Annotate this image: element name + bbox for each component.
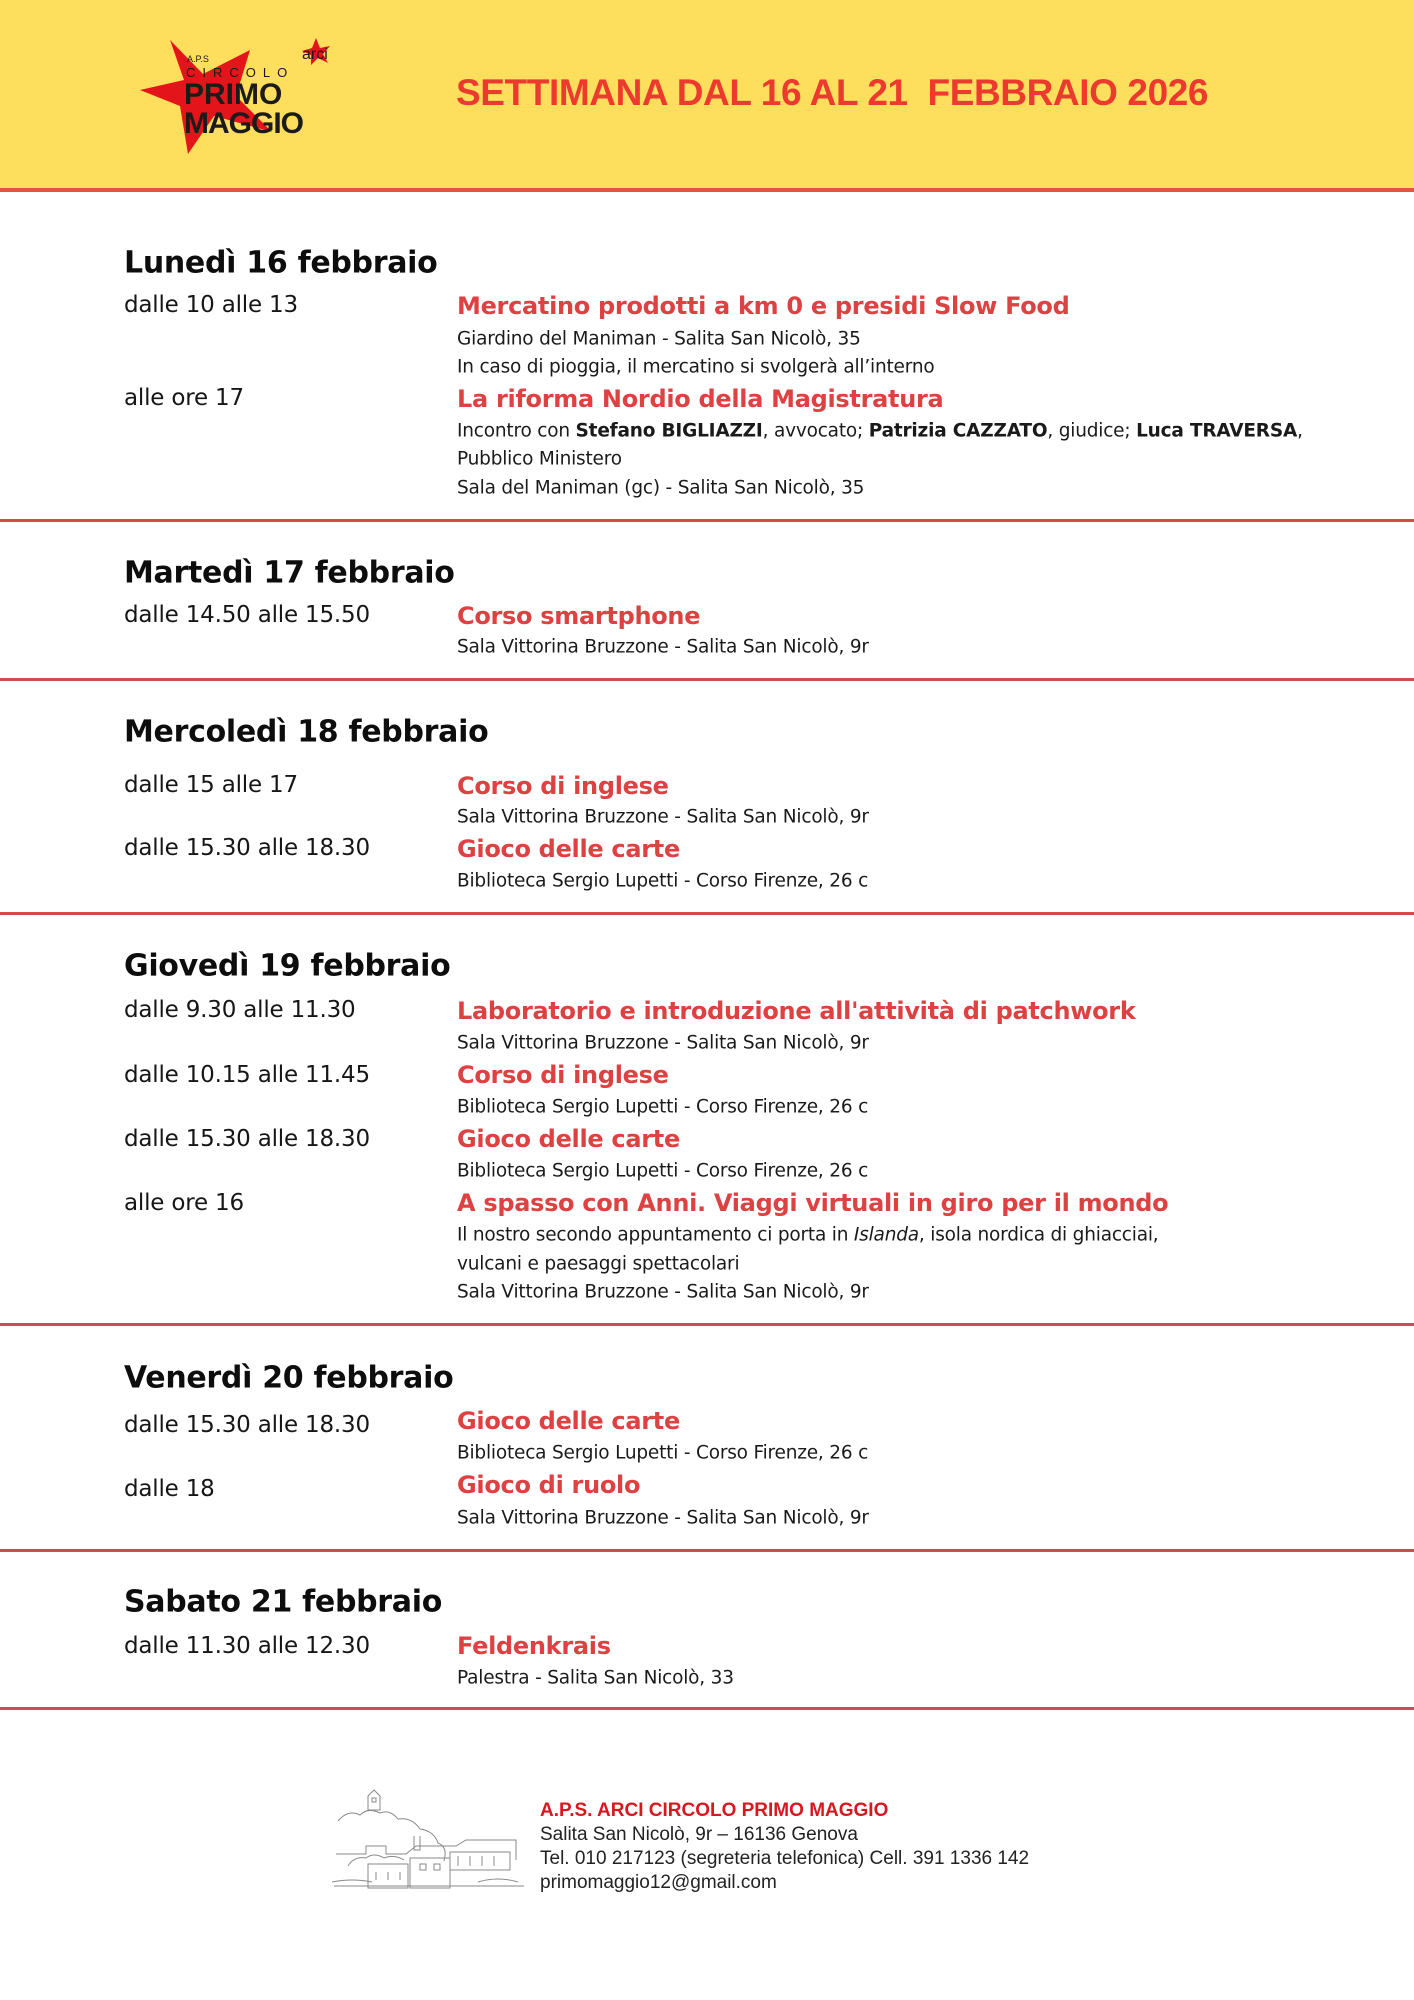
section-divider	[0, 1549, 1414, 1552]
event-title: La riforma Nordio della Magistratura	[457, 385, 944, 413]
event-location: Sala Vittorina Bruzzone - Salita San Nicolò, 9r	[457, 1281, 869, 1303]
event-time: dalle 15.30 alle 18.30	[124, 835, 370, 861]
event-title: A spasso con Anni. Viaggi virtuali in giro per il mondo	[457, 1189, 1169, 1217]
event-note: In caso di pioggia, il mercatino si svolgerà all’interno	[457, 356, 935, 378]
event-title: Laboratorio e introduzione all'attività di patchwork	[457, 997, 1136, 1025]
event-speakers	[457, 421, 1303, 442]
event-time: alle ore 17	[124, 385, 244, 411]
footer-phone: Tel. 010 217123 (segreteria telefonica) Cell. 391 1336 142	[540, 1848, 1030, 1869]
speaker-name: Stefano BIGLIAZZI	[575, 420, 763, 442]
page-title: SETTIMANA DAL 16 AL 21 FEBBRAIO 2026	[456, 72, 1209, 113]
event-time: dalle 10 alle 13	[124, 292, 298, 318]
event-location: Sala Vittorina Bruzzone - Salita San Nicolò, 9r	[457, 1032, 869, 1054]
event-title: Corso di inglese	[457, 1061, 669, 1089]
description-italic: Islanda	[853, 1224, 919, 1246]
logo-circolo: CIRCOLO	[186, 65, 295, 80]
day-heading-monday: Lunedì 16 febbraio	[124, 245, 438, 281]
event-title: Gioco delle carte	[457, 1125, 680, 1153]
event-location: Sala Vittorina Bruzzone - Salita San Nicolò, 9r	[457, 1507, 869, 1529]
section-divider	[0, 1707, 1414, 1710]
section-divider	[0, 678, 1414, 681]
footer-address: Salita San Nicolò, 9r – 16136 Genova	[540, 1824, 858, 1845]
event-time: dalle 15.30 alle 18.30	[124, 1126, 370, 1152]
event-time: dalle 18	[124, 1476, 215, 1502]
event-location: Palestra - Salita San Nicolò, 33	[457, 1667, 734, 1689]
event-title: Gioco delle carte	[457, 835, 680, 863]
logo-arci: arci	[302, 46, 328, 63]
day-heading-wednesday: Mercoledì 18 febbraio	[124, 714, 489, 750]
event-time: dalle 15 alle 17	[124, 772, 298, 798]
event-time: alle ore 16	[124, 1190, 244, 1216]
event-location: Biblioteca Sergio Lupetti - Corso Firenze, 26 c	[457, 1442, 869, 1464]
event-location: Biblioteca Sergio Lupetti - Corso Firenze, 26 c	[457, 1160, 869, 1182]
speaker-name: Luca TRAVERSA	[1136, 420, 1298, 442]
event-title: Feldenkrais	[457, 1632, 611, 1660]
header-banner	[0, 0, 1414, 188]
speaker-role: , giudice;	[1047, 420, 1137, 442]
event-location: Sala Vittorina Bruzzone - Salita San Nicolò, 9r	[457, 636, 869, 658]
day-heading-saturday: Sabato 21 febbraio	[124, 1584, 443, 1620]
header-divider	[0, 188, 1414, 192]
footer-org-name: A.P.S. ARCI CIRCOLO PRIMO MAGGIO	[540, 1800, 889, 1821]
event-time: dalle 9.30 alle 11.30	[124, 997, 356, 1023]
event-title: Mercatino prodotti a km 0 e presidi Slow Food	[457, 292, 1070, 320]
event-title: Gioco di ruolo	[457, 1471, 641, 1499]
logo-aps: A.P.S	[187, 54, 209, 64]
event-time: dalle 14.50 alle 15.50	[124, 602, 370, 628]
event-title: Gioco delle carte	[457, 1407, 680, 1435]
day-heading-friday: Venerdì 20 febbraio	[124, 1360, 454, 1396]
day-heading-tuesday: Martedì 17 febbraio	[124, 555, 455, 591]
genoa-sketch-illustration	[328, 1786, 528, 1892]
speakers-intro: Incontro con	[457, 420, 576, 442]
event-title: Corso smartphone	[457, 602, 701, 630]
logo-primo: PRIMO	[184, 78, 283, 111]
event-location: Sala del Maniman (gc) - Salita San Nicolò, 35	[457, 477, 865, 499]
description-text: , isola nordica di ghiacciai,	[918, 1224, 1159, 1246]
event-location: Sala Vittorina Bruzzone - Salita San Nicolò, 9r	[457, 806, 869, 828]
event-location: Biblioteca Sergio Lupetti - Corso Firenze, 26 c	[457, 1096, 869, 1118]
speaker-role: ,	[1297, 420, 1303, 442]
event-location: Giardino del Maniman - Salita San Nicolò, 35	[457, 328, 861, 350]
section-divider	[0, 1323, 1414, 1326]
day-heading-thursday: Giovedì 19 febbraio	[124, 948, 451, 984]
event-time: dalle 11.30 alle 12.30	[124, 1633, 370, 1659]
event-title: Corso di inglese	[457, 772, 669, 800]
logo-maggio: MAGGIO	[184, 107, 303, 140]
section-divider	[0, 912, 1414, 915]
event-time: dalle 10.15 alle 11.45	[124, 1062, 370, 1088]
footer-email[interactable]: primomaggio12@gmail.com	[540, 1872, 777, 1893]
event-description	[457, 1225, 1158, 1246]
circolo-primo-maggio-logo	[140, 36, 340, 154]
event-location: Biblioteca Sergio Lupetti - Corso Firenze, 26 c	[457, 870, 869, 892]
description-text: Il nostro secondo appuntamento ci porta in	[457, 1224, 854, 1246]
event-description: vulcani e paesaggi spettacolari	[457, 1253, 740, 1275]
speaker-name: Patrizia CAZZATO	[868, 420, 1048, 442]
event-note: Pubblico Ministero	[457, 448, 622, 470]
speaker-role: , avvocato;	[762, 420, 869, 442]
section-divider	[0, 519, 1414, 522]
event-time: dalle 15.30 alle 18.30	[124, 1412, 370, 1438]
